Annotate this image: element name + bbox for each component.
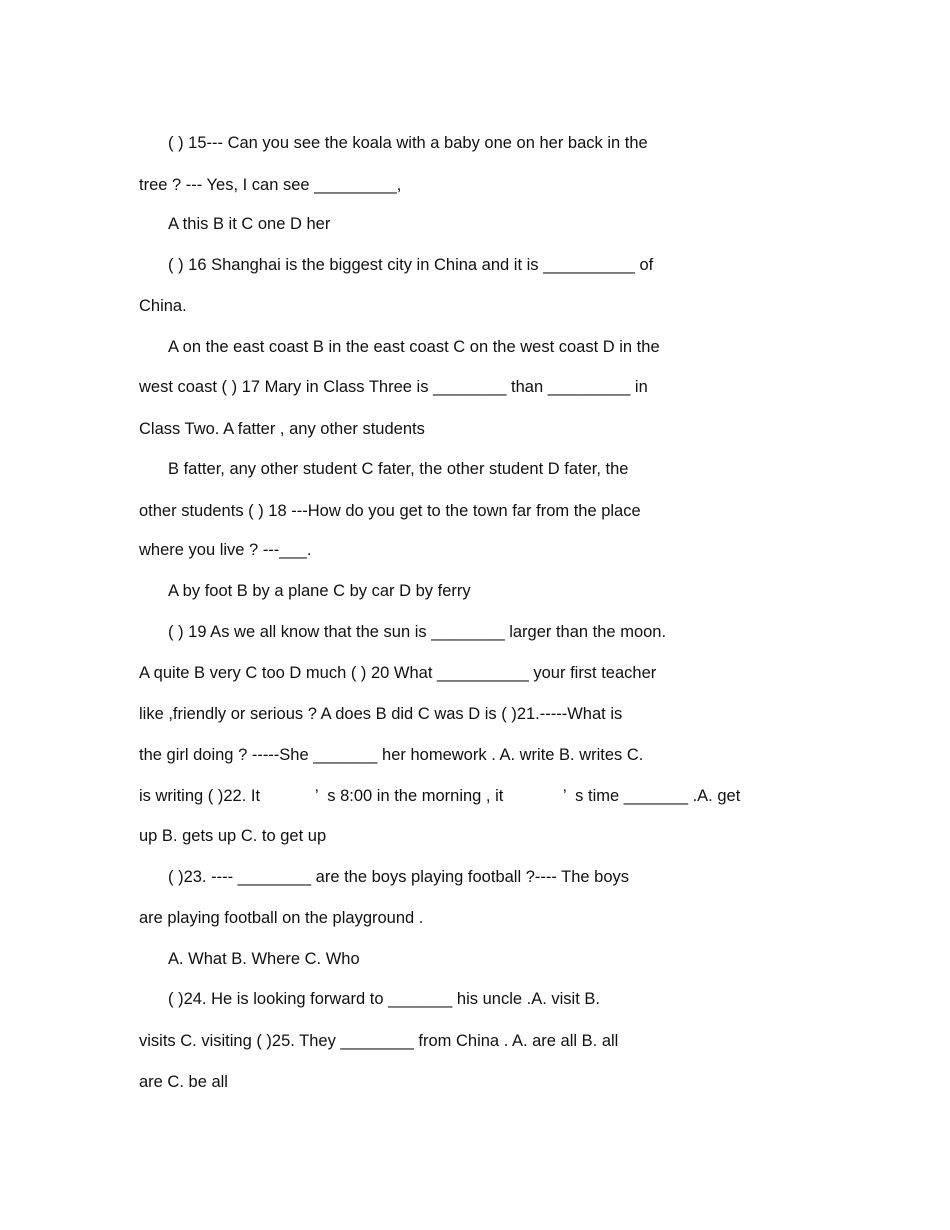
text-line: are C. be all xyxy=(139,1073,228,1091)
text-line: are playing football on the playground . xyxy=(139,909,424,927)
text-line: up B. gets up C. to get up xyxy=(139,827,327,845)
text-line: China. xyxy=(139,297,187,315)
text-line-options-q23: A. What B. Where C. Who xyxy=(168,950,360,968)
text-line-q17: west coast ( ) 17 Mary in Class Three is ________ than _________ in xyxy=(139,378,648,396)
text-line-q18: other students ( ) 18 ---How do you get to the town far from the place xyxy=(139,502,641,520)
text-line: Class Two. A fatter , any other students xyxy=(139,420,425,438)
text-line: where you live ? ---___. xyxy=(139,541,312,559)
text-line-q23: ( )23. ---- ________ are the boys playing football ?---- The boys xyxy=(168,868,630,886)
text-line-q25: visits C. visiting ( )25. They ________ from China . A. are all B. all xyxy=(139,1032,619,1050)
text-line-q20: A quite B very C too D much ( ) 20 What __________ your first teacher xyxy=(139,664,657,682)
text-line-options-q15: A this B it C one D her xyxy=(168,215,331,233)
text-line-q15: ( ) 15--- Can you see the koala with a baby one on her back in the xyxy=(168,134,648,152)
text-line-options-q18: A by foot B by a plane C by car D by ferry xyxy=(168,582,471,600)
text-line-q16: ( ) 16 Shanghai is the biggest city in China and it is __________ of xyxy=(168,256,654,274)
text-line: tree ? --- Yes, I can see _________, xyxy=(139,176,402,194)
text-line: the girl doing ? -----She _______ her homework . A. write B. writes C. xyxy=(139,746,644,764)
text-line-options-q16: A on the east coast B in the east coast C on the west coast D in the xyxy=(168,338,660,356)
text-line-q19: ( ) 19 As we all know that the sun is ________ larger than the moon. xyxy=(168,623,667,641)
text-line-q21: like ,friendly or serious ? A does B did C was D is ( )21.-----What is xyxy=(139,705,623,723)
text-line-q22: is writing ( )22. It ’ s 8:00 in the morning , it ’ s time _______ .A. get xyxy=(139,787,741,805)
text-line-q24: ( )24. He is looking forward to _______ his uncle .A. visit B. xyxy=(168,990,600,1008)
text-line-options-q17: B fatter, any other student C fater, the other student D fater, the xyxy=(168,460,629,478)
